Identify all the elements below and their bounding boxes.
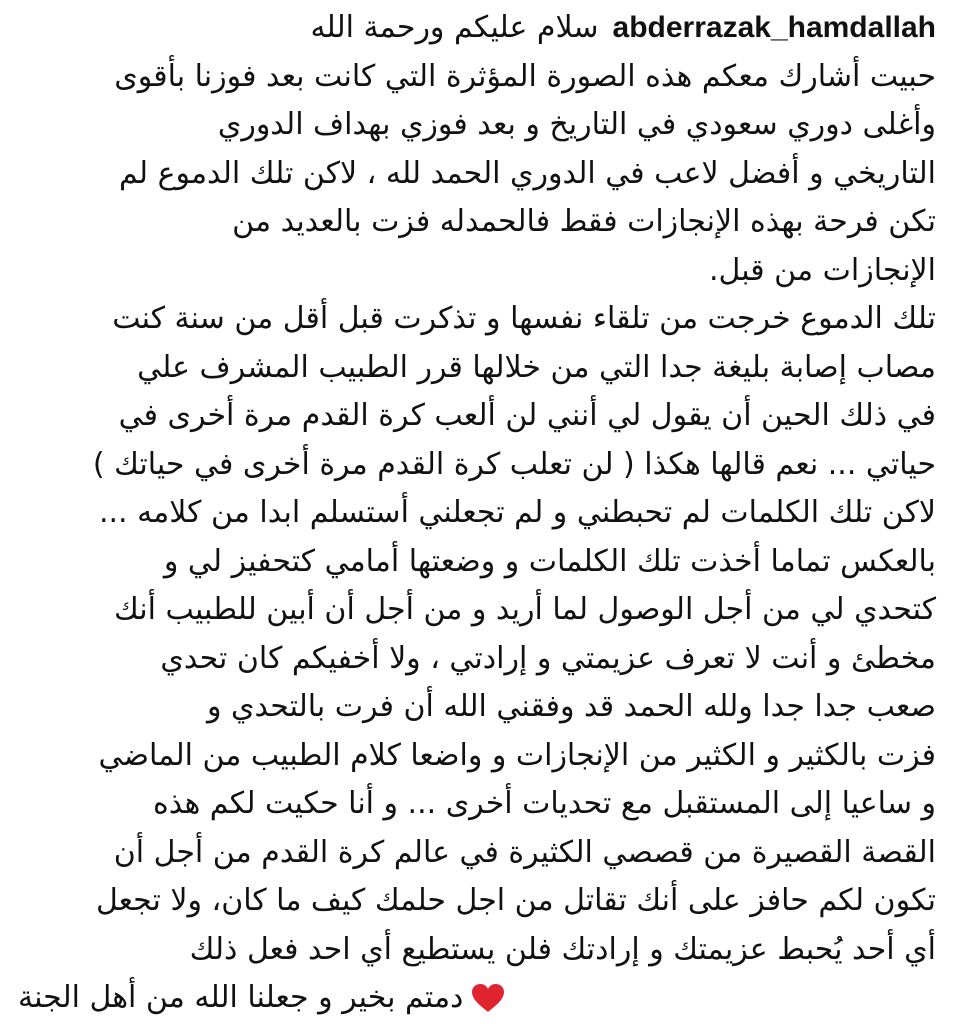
caption-last-line (18, 974, 936, 1023)
caption-line: فزت بالكثير و الكثير من الإنجازات و واضعا كلام الطبيب من الماضي (98, 737, 936, 773)
caption-line: كتحدي لي من أجل الوصول لما أريد و من أجل أن أبين للطبيب أنك (114, 592, 936, 627)
caption-line: التاريخي و أفضل لاعب في الدوري الحمد لله ، لاكن تلك الدموع لم (118, 155, 936, 191)
caption-line: أي أحد يُحبط عزيمتك و إرادتك فلن يستطيع أي احد فعل ذلك (189, 931, 936, 967)
caption-line: لاكن تلك الكلمات لم تحبطني و لم تجعلني أستسلم ابدا من كلامه ... (98, 495, 936, 530)
caption-line: مصاب إصابة بليغة جدا التي من خلالها قرر الطبيب المشرف علي (137, 349, 936, 385)
caption-line: وأغلى دوري سعودي في التاريخ و بعد فوزي بهداف الدوري (217, 107, 936, 142)
greeting-text: سلام عليكم ورحمة الله (310, 10, 599, 45)
caption-line: تلك الدموع خرجت من تلقاء نفسها و تذكرت قبل أقل من سنة كنت (112, 301, 936, 336)
closing-text: دمتم بخير و جعلنا الله من أهل الجنة (18, 980, 464, 1015)
caption-line: القصة القصيرة من قصصي الكثيرة في عالم كرة القدم من أجل أن (113, 834, 936, 870)
caption-line: تكن فرحة بهذه الإنجازات فقط فالحمدله فزت بالعديد من (232, 204, 936, 239)
caption-line: حبيت أشارك معكم هذه الصورة المؤثرة التي كانت بعد فوزنا بأقوى (114, 58, 936, 94)
caption-line: و ساعيا إلى المستقبل مع تحديات أخرى ... و أنا حكيت لكم هذه (152, 786, 936, 821)
caption-line: مخطئ و أنت لا تعرف عزيمتي و إرادتي ، ولا أخفيكم كان تحدي (160, 640, 936, 676)
username-link[interactable]: abderrazak_hamdallah (612, 11, 936, 44)
red-heart-icon (471, 983, 505, 1013)
caption-line: صعب جدا جدا ولله الحمد قد وفقني الله أن فرت بالتحدي و (206, 689, 936, 724)
caption-header-line (18, 4, 936, 53)
caption-line: حياتي ... نعم قالها هكذا ( لن تعلب كرة القدم مرة أخرى في حياتك ) (92, 446, 936, 482)
caption-line: الإنجازات من قبل. (709, 252, 936, 288)
caption-line: في ذلك الحين أن يقول لي أنني لن ألعب كرة القدم مرة أخرى في (118, 398, 936, 433)
caption-line: بالعكس تماما أخذت تلك الكلمات و وضعتها أمامي كتحفيز لي و (163, 543, 936, 579)
caption-line: تكون لكم حافز على أنك تقاتل من اجل حلمك كيف ما كان، ولا تجعل (95, 883, 936, 918)
